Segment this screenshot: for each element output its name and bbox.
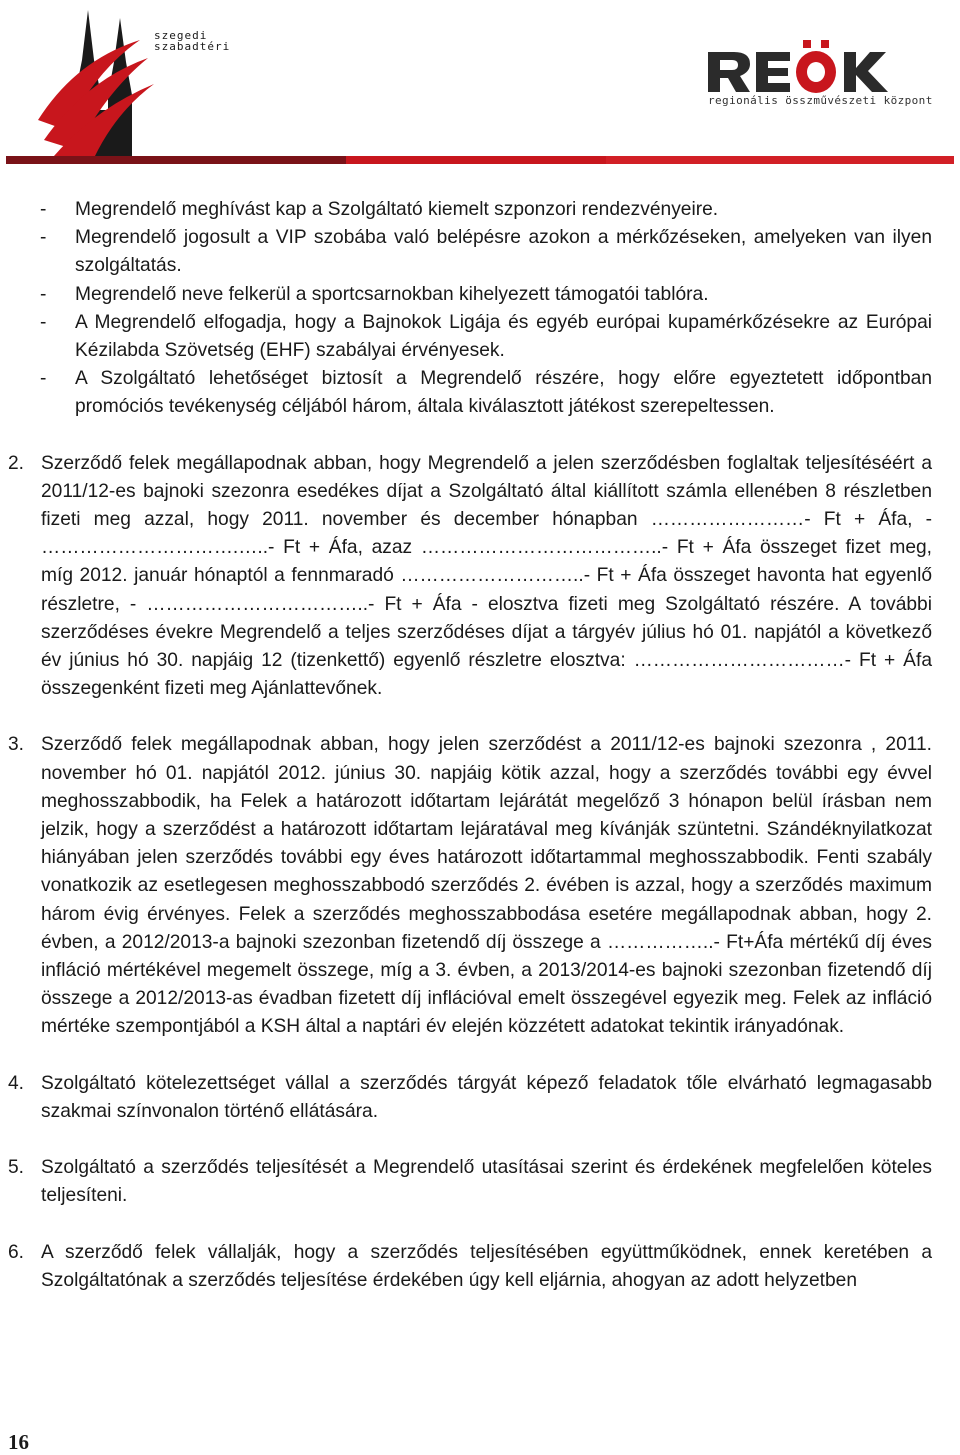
item-text: A szerződő felek vállalják, hogy a szerződés teljesítésében együttműködnek, ennek keretében a Szolgáltatónak a szerződés teljesítése érdekében úgy kell eljárnia, ahogyan az adott helyzetben <box>41 1241 932 1291</box>
item-number: 2. <box>8 452 25 474</box>
numbered-item <box>0 1239 960 1295</box>
numbered-item <box>0 450 960 704</box>
bullet-item: - Megrendelő jogosult a VIP szobába való belépésre azokon a mérkőzéseken, amelyeken van ilyen szolgáltatás. <box>0 224 960 280</box>
numbered-item <box>0 731 960 1041</box>
bullet-item: - Megrendelő meghívást kap a Szolgáltató kiemelt szponzori rendezvényeire. <box>0 196 960 224</box>
numbered-item <box>0 1154 960 1210</box>
document-body <box>0 196 960 1295</box>
item-number: 6. <box>8 1241 25 1263</box>
header-rule <box>6 156 954 164</box>
item-text: Szolgáltató kötelezettséget vállal a szerződés tárgyát képező feladatok tőle elvárható legmagasabb szakmai színvonalon történő ellátására. <box>41 1072 932 1122</box>
bullet-item: - A Szolgáltató lehetőséget biztosít a Megrendelő részére, hogy előre egyeztetett időpontban promóciós tevékenység céljából három, általa kiválasztott játékost szerepeltessen. <box>0 365 960 421</box>
item-text: Szolgáltató a szerződés teljesítését a Megrendelő utasításai szerint és érdekének megfelelően köteles teljesíteni. <box>41 1157 932 1207</box>
page-number: 16 <box>8 1430 29 1454</box>
item-number: 4. <box>8 1072 25 1094</box>
bullet-item: - A Megrendelő elfogadja, hogy a Bajnokok Ligája és egyéb európai kupamérkőzésekre az Európai Kézilabda Szövetség (EHF) szabályai érvényesek. <box>0 309 960 365</box>
page-header <box>0 0 960 170</box>
item-number: 5. <box>8 1157 25 1179</box>
item-number: 3. <box>8 734 25 756</box>
numbered-item <box>0 1070 960 1126</box>
item-text: Szerződő felek megállapodnak abban, hogy Megrendelő a jelen szerződésben foglaltak teljesítéséért a 2011/12-es bajnoki szezonra esedékes díjat a Szolgáltató által kiállított számla ellenében 8 részletben fizeti meg azzal, hogy 2011. november és december hónapban ……………………- Ft + Áfa, - ………………………….…..- Ft + Áfa, azaz ………………………………..- Ft + Áfa összeget fizet meg, míg 2012. január hónaptól a fennmaradó ………………………..- Ft + Áfa összeget havonta hat egyenlő részletre, - ……………………………..- Ft + Áfa - elosztva fizeti meg Szolgáltató részére. A további szerződéses évekre Megrendelő a teljes szerződéses díjat a tárgyév július hó 01. napjától a következő év június hó 30. napjáig 12 (tizenkettő) egyenlő részletre elosztva: ……………………………- Ft + Áfa összegenként fizeti meg Ajánlattevőnek. <box>41 452 932 700</box>
reok-subtitle: regionális összművészeti központ <box>708 94 933 107</box>
szegedi-logo-text: szegedi szabadtéri <box>154 29 231 53</box>
item-text: Szerződő felek megállapodnak abban, hogy jelen szerződést a 2011/12-es bajnoki szezonra , 2011. november hó 01. napjától 2012. június 30. napjáig kötik azzal, hogy a szerződés további egy évvel meghosszabbodik, ha Felek a határozott időtartam lejárátát megelőző 3 hónapon belül írásban nem jelzik, hogy a szerződést a határozott időtartam lejáratával meg kívánják szüntetni. Szándéknyilatkozat hiányában jelen szerződés további egy éves határozott időtartammal meghosszabbodik. Fenti szabály vonatkozik az esetlegesen meghosszabbodó szerződés 2. évében is azzal, hogy a szerződés maximum három évig érvényes. Felek a szerződés meghosszabbodása esetére megállapodnak abban, hogy 2. évben, a 2012/2013-a bajnoki szezonban fizetendő díj összege a ……………..- Ft+Áfa mértékű díj éves infláció mértékével megemelt összege, míg a 3. évben, a 2013/2014-es bajnoki szezonban fizetendő díj összege a 2012/2013-as évadban fizetett díj inflációval emelt összegével egyezik meg. Felek az infláció mértéke szempontjából a KSH által a naptári év elején közzétett adatokat tekintik irányadónak. <box>41 734 932 1038</box>
bullet-item: - Megrendelő neve felkerül a sportcsarnokban kihelyezett támogatói tablóra. <box>0 281 960 309</box>
szegedi-szabadteri-logo <box>36 0 226 158</box>
